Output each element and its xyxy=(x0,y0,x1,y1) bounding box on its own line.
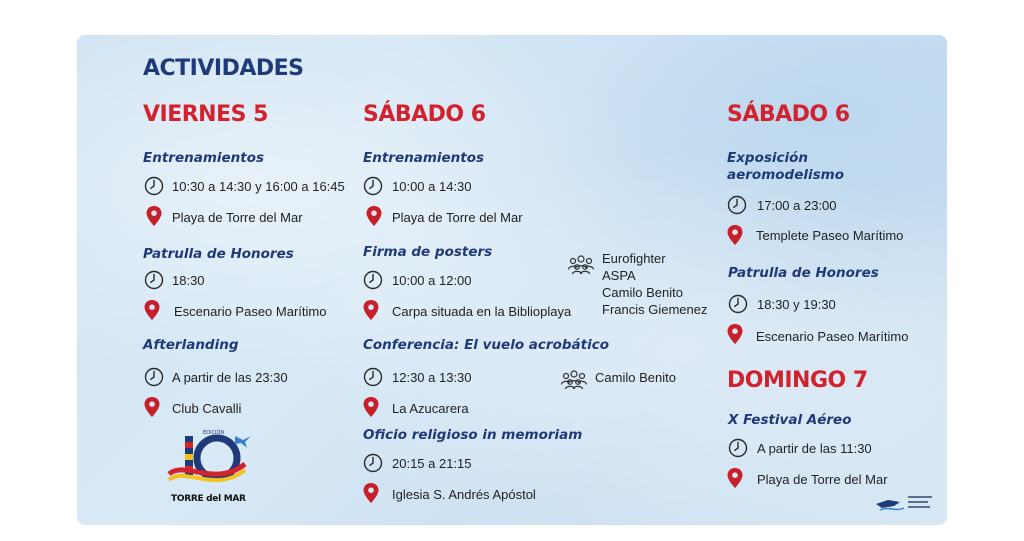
location-pin-icon xyxy=(142,396,162,418)
clock-icon xyxy=(363,176,383,198)
event-time: 20:15 a 21:15 xyxy=(392,456,472,471)
day-heading-sabado: SÁBADO 6 xyxy=(727,102,850,127)
location-pin-icon xyxy=(361,396,381,418)
day-heading-viernes: VIERNES 5 xyxy=(143,102,268,127)
section-title-firma: Firma de posters xyxy=(363,244,493,260)
clock-icon xyxy=(727,195,747,217)
clock-icon xyxy=(144,176,164,198)
event-place: Playa de Torre del Mar xyxy=(172,210,303,225)
event-time: 12:30 a 13:30 xyxy=(392,370,472,385)
location-pin-icon xyxy=(144,205,164,227)
event-time: 17:00 a 23:00 xyxy=(757,198,837,213)
clock-icon xyxy=(144,270,164,292)
location-pin-icon xyxy=(361,299,381,321)
section-title-patrulla: Patrulla de Honores xyxy=(143,246,294,262)
day-heading-sabado: SÁBADO 6 xyxy=(363,102,486,127)
section-title-line: Exposición xyxy=(727,150,809,166)
event-place: Carpa situada en la Biblioplaya xyxy=(392,304,572,319)
signer-name: Francis Giemenez xyxy=(602,302,708,317)
logo-edition-text: EDICIÓN xyxy=(203,430,225,436)
section-title-conferencia: Conferencia: El vuelo acrobático xyxy=(363,337,609,353)
logo-town-text: TORRE del MAR xyxy=(171,494,246,504)
clock-icon xyxy=(363,367,383,389)
event-time: 18:30 xyxy=(172,273,205,288)
edition-logo xyxy=(165,430,255,510)
event-time: 18:30 y 19:30 xyxy=(757,297,836,312)
section-title-patrulla: Patrulla de Honores xyxy=(728,265,879,281)
section-title-exposicion xyxy=(727,150,844,184)
event-place: Club Cavalli xyxy=(172,401,242,416)
section-title-line: aeromodelismo xyxy=(727,167,844,183)
association-logo-icon xyxy=(874,490,936,516)
event-place: La Azucarera xyxy=(392,401,469,416)
event-time: 10:00 a 12:00 xyxy=(392,273,472,288)
section-title-afterlanding: Afterlanding xyxy=(143,337,239,353)
clock-icon xyxy=(363,453,383,475)
group-icon xyxy=(566,253,596,275)
event-place: Iglesia S. Andrés Apóstol xyxy=(392,487,536,502)
section-title-festival: X Festival Aéreo xyxy=(728,412,852,428)
event-place: Escenario Paseo Marítimo xyxy=(756,329,909,344)
location-pin-icon xyxy=(364,205,384,227)
group-icon xyxy=(559,368,589,390)
page-title: ACTIVIDADES xyxy=(143,56,304,81)
location-pin-icon xyxy=(725,323,745,345)
clock-icon xyxy=(363,270,383,292)
location-pin-icon xyxy=(725,467,745,489)
location-pin-icon xyxy=(361,482,381,504)
section-title-oficio: Oficio religioso in memoriam xyxy=(363,427,583,443)
clock-icon xyxy=(144,367,164,389)
location-pin-icon xyxy=(725,224,745,246)
event-time: 10:30 a 14:30 y 16:00 a 16:45 xyxy=(172,179,345,194)
location-pin-icon xyxy=(142,299,162,321)
activities-card xyxy=(77,35,947,525)
event-time: A partir de las 23:30 xyxy=(172,370,288,385)
section-title-entrenamientos: Entrenamientos xyxy=(363,150,485,166)
event-place: Escenario Paseo Marítimo xyxy=(174,304,327,319)
signer-name: ASPA xyxy=(602,268,636,283)
event-time: A partir de las 11:30 xyxy=(757,441,872,456)
speaker-name: Camilo Benito xyxy=(595,370,676,385)
event-place: Templete Paseo Marítimo xyxy=(756,228,904,243)
day-heading-domingo: DOMINGO 7 xyxy=(727,368,868,393)
signers-list xyxy=(602,250,707,318)
clock-icon xyxy=(728,438,748,460)
event-place: Playa de Torre del Mar xyxy=(757,472,888,487)
clock-icon xyxy=(728,294,748,316)
signer-name: Eurofighter xyxy=(602,251,666,266)
signer-name: Camilo Benito xyxy=(602,285,683,300)
section-title-entrenamientos: Entrenamientos xyxy=(143,150,265,166)
event-time: 10:00 a 14:30 xyxy=(392,179,472,194)
event-place: Playa de Torre del Mar xyxy=(392,210,523,225)
